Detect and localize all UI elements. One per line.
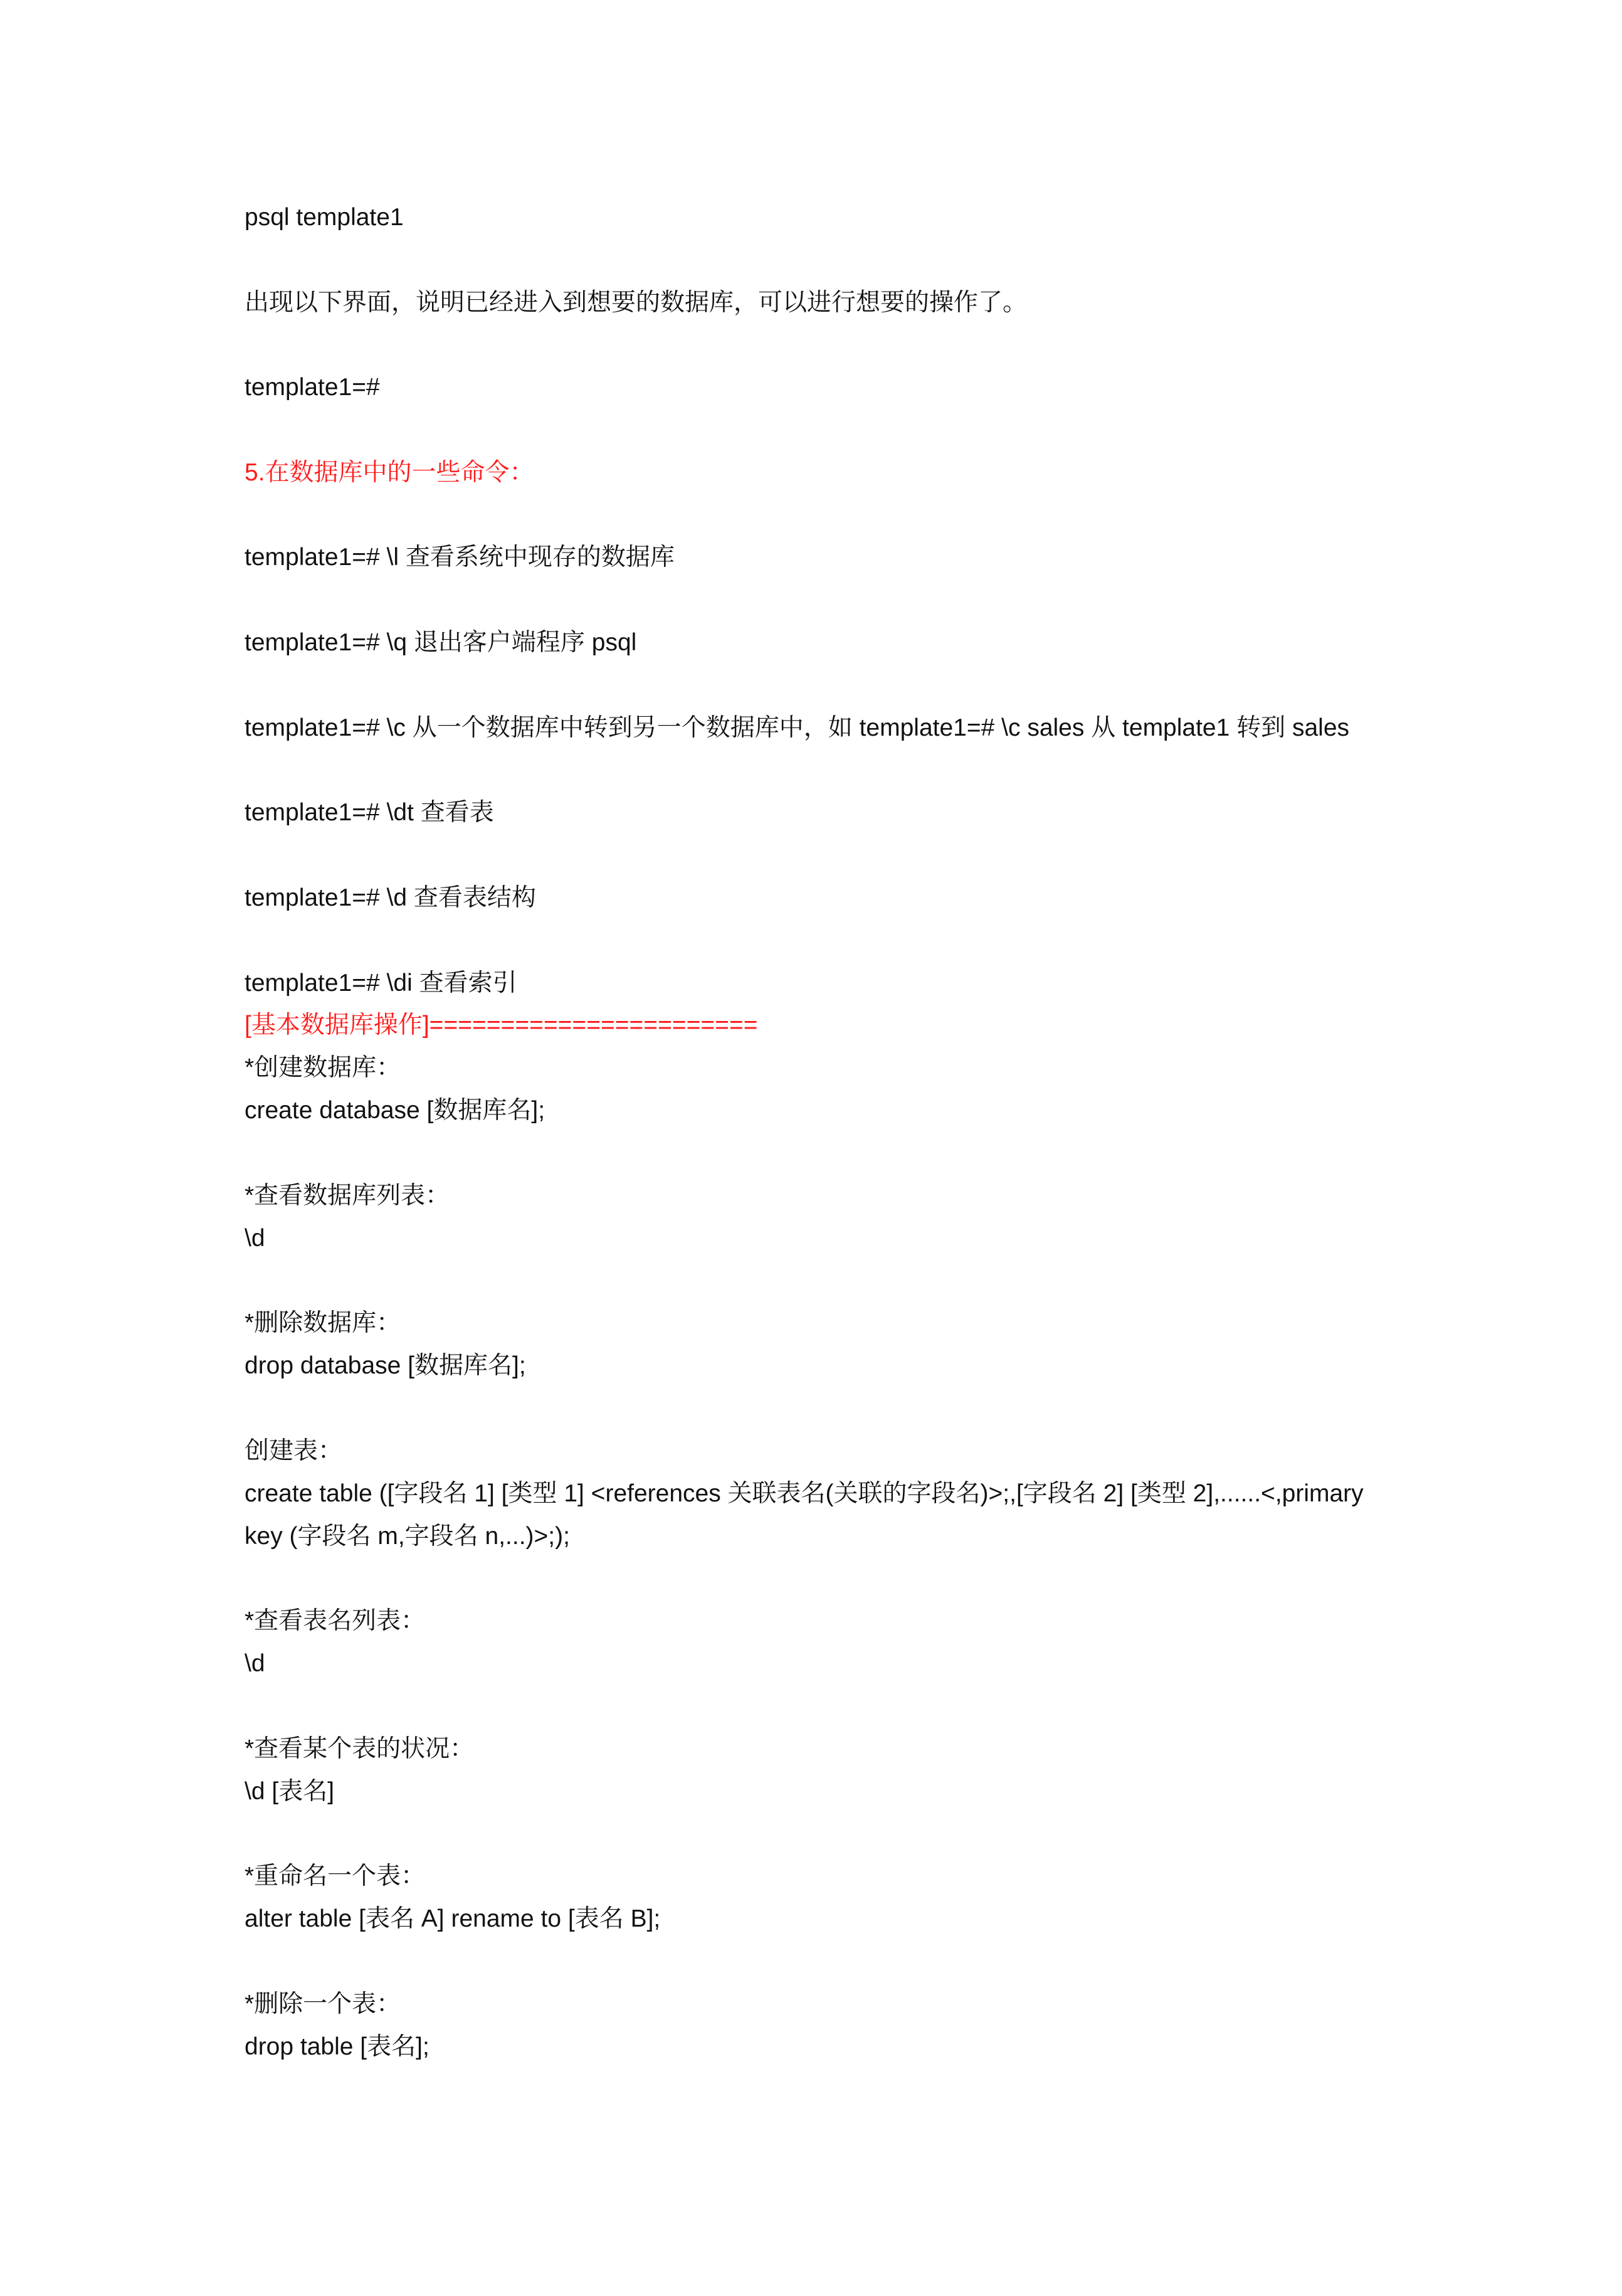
code-line: \d bbox=[245, 1650, 265, 1677]
text-line: *创建数据库： bbox=[245, 1054, 401, 1081]
command-line: template1=# \q 退出客户端程序 psql bbox=[245, 629, 637, 656]
code-line: create table ([字段名 1] [类型 1] <references 关联表名(关联的字段名)>;,[字段名 2] [类型 2],......<,primary bbox=[245, 1480, 1364, 1507]
code-line: alter table [表名 A] rename to [表名 B]; bbox=[245, 1905, 661, 1932]
code-line: \d [表名] bbox=[245, 1778, 335, 1805]
text-line: *删除数据库： bbox=[245, 1309, 401, 1336]
text-line: *查看表名列表： bbox=[245, 1607, 426, 1634]
code-line: \d bbox=[245, 1225, 265, 1252]
text-line: template1=# bbox=[245, 374, 380, 401]
command-line: template1=# \dt 查看表 bbox=[245, 799, 494, 826]
section-heading: 5.在数据库中的一些命令： bbox=[245, 459, 534, 486]
code-line: key (字段名 m,字段名 n,...)>;); bbox=[245, 1523, 570, 1550]
text-line: psql template1 bbox=[245, 204, 404, 231]
text-line: *查看数据库列表： bbox=[245, 1182, 450, 1209]
text-line: *查看某个表的状况： bbox=[245, 1735, 475, 1762]
code-line: drop database [数据库名]; bbox=[245, 1352, 526, 1379]
text-line: 出现以下界面，说明已经进入到想要的数据库，可以进行想要的操作了。 bbox=[245, 289, 1028, 316]
text-line: *重命名一个表： bbox=[245, 1863, 426, 1890]
code-line: create database [数据库名]; bbox=[245, 1097, 545, 1124]
command-line: template1=# \d 查看表结构 bbox=[245, 884, 536, 911]
section-heading: [基本数据库操作]======================= bbox=[245, 1012, 758, 1039]
text-line: 创建表： bbox=[245, 1437, 343, 1464]
command-line: template1=# \c 从一个数据库中转到另一个数据库中，如 template1=# \c sales 从 template1 转到 sales bbox=[245, 714, 1350, 741]
command-line: template1=# \l 查看系统中现存的数据库 bbox=[245, 544, 675, 571]
text-line: *删除一个表： bbox=[245, 1991, 401, 2018]
command-line: template1=# \di 查看索引 bbox=[245, 970, 517, 997]
code-line: drop table [表名]; bbox=[245, 2033, 429, 2060]
